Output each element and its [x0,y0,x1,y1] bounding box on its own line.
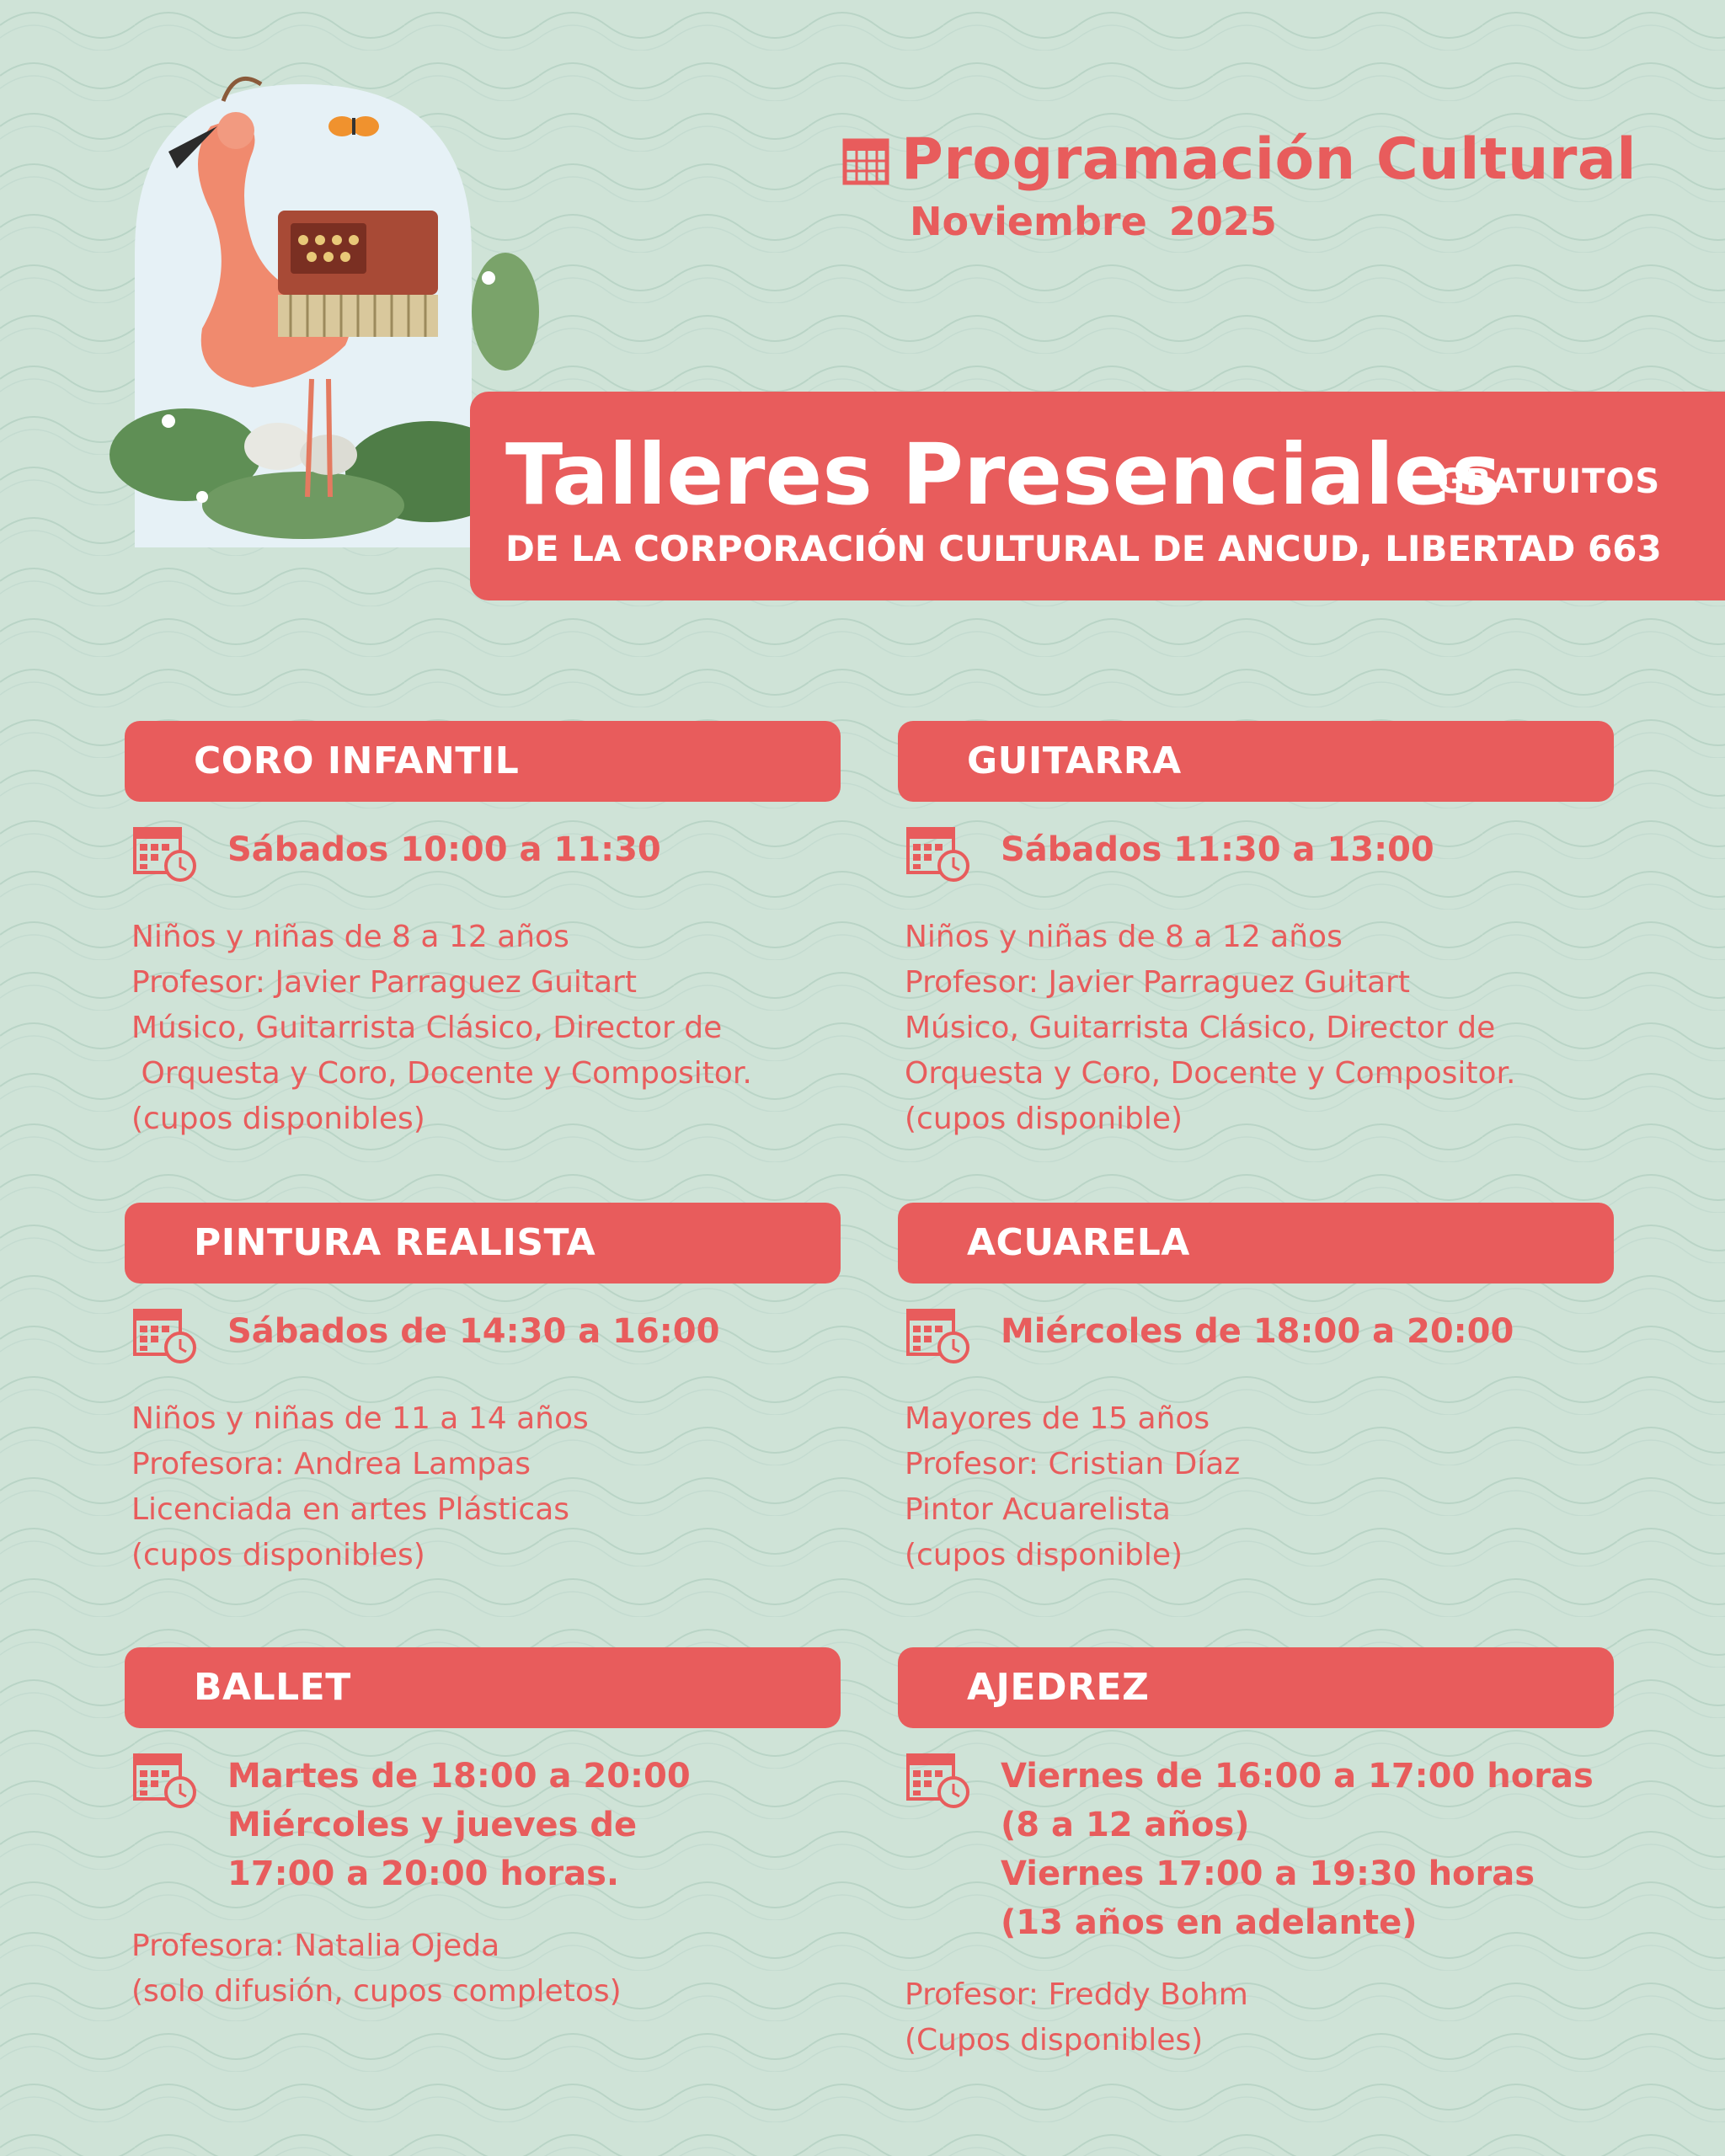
workshop-header [898,1203,1614,1283]
workshop-card [898,1647,1614,2063]
workshops-banner [470,392,1725,600]
workshop-name: GUITARRA [967,739,1182,782]
workshop-schedule [898,822,1614,889]
workshop-name: AJEDREZ [967,1666,1150,1709]
workshop-schedule [898,1304,1614,1371]
workshop-card [125,1203,841,1578]
info-line: Licenciada en artes Plásticas [131,1492,570,1527]
schedule-line: Viernes 17:00 a 19:30 horas [1001,1854,1535,1893]
info-line: Profesora: Andrea Lampas [131,1447,531,1481]
schedule-line: (8 a 12 años) [1001,1806,1250,1844]
workshop-header [898,1647,1614,1728]
workshop-card [125,721,841,1142]
workshop-header [125,1647,841,1728]
workshop-name: ACUARELA [967,1221,1190,1264]
program-subtitle: Noviembre 2025 [910,199,1277,244]
workshop-info [905,1972,1614,2063]
workshop-name: BALLET [194,1666,351,1709]
workshop-card [898,721,1614,1142]
program-title-text: Programación Cultural [901,126,1637,193]
info-line: Músico, Guitarrista Clásico, Director de [905,1011,1496,1045]
info-line: (cupos disponibles) [131,1538,425,1572]
info-line: Orquesta y Coro, Docente y Compositor. [131,1056,752,1091]
info-line: Profesor: Javier Parraguez Guitart [131,965,637,1000]
info-line: (cupos disponible) [905,1538,1183,1572]
workshop-schedule [125,1304,841,1371]
schedule-line: Viernes de 16:00 a 17:00 horas [1001,1757,1594,1796]
workshop-info [131,915,841,1142]
program-title [842,126,1637,193]
info-line: Niños y niñas de 8 a 12 años [905,920,1343,954]
workshop-schedule [125,822,841,889]
schedule-line: Miércoles de 18:00 a 20:00 [1001,1312,1514,1351]
banner-free-tag: GRATUITOS [1437,462,1661,501]
info-line: Profesor: Cristian Díaz [905,1447,1241,1481]
calendar-clock-icon [131,1748,199,1811]
info-line: (cupos disponible) [905,1102,1183,1136]
info-line: Niños y niñas de 8 a 12 años [131,920,569,954]
calendar-icon [842,134,889,186]
workshop-info [131,1924,841,2015]
schedule-line: Martes de 18:00 a 20:00 [227,1757,691,1796]
schedule-line: Sábados de 14:30 a 16:00 [227,1312,720,1351]
calendar-clock-icon [131,1304,199,1366]
workshop-name: PINTURA REALISTA [194,1221,596,1264]
info-line: Profesora: Natalia Ojeda [131,1929,500,1963]
workshop-header [125,1203,841,1283]
schedule-line: 17:00 a 20:00 horas. [227,1854,620,1893]
workshop-header [125,721,841,802]
info-line: Niños y niñas de 11 a 14 años [131,1401,589,1436]
workshop-info [905,915,1614,1142]
schedule-line: Sábados 11:30 a 13:00 [1001,830,1434,869]
workshop-header [898,721,1614,802]
info-line: (solo difusión, cupos completos) [131,1974,622,2009]
info-line: Músico, Guitarrista Clásico, Director de [131,1011,723,1045]
calendar-clock-icon [905,1748,972,1811]
schedule-line: (13 años en adelante) [1001,1903,1418,1942]
info-line: (cupos disponibles) [131,1102,425,1136]
workshop-card [125,1647,841,2015]
calendar-clock-icon [131,822,199,884]
calendar-clock-icon [905,1304,972,1366]
info-line: Orquesta y Coro, Docente y Compositor. [905,1056,1516,1091]
calendar-clock-icon [905,822,972,884]
info-line: (Cupos disponibles) [905,2023,1204,2057]
info-line: Profesor: Javier Parraguez Guitart [905,965,1410,1000]
banner-title: Talleres Presenciales [505,425,1502,524]
schedule-line: Sábados 10:00 a 11:30 [227,830,661,869]
workshop-schedule [898,1748,1614,1947]
banner-subtitle: DE LA CORPORACIÓN CULTURAL DE ANCUD, LIBERTAD 663 [505,528,1662,569]
workshop-info [905,1396,1614,1578]
schedule-line: Miércoles y jueves de [227,1806,638,1844]
info-line: Profesor: Freddy Bohm [905,1977,1248,2012]
workshop-name: CORO INFANTIL [194,739,520,782]
info-line: Pintor Acuarelista [905,1492,1171,1527]
workshop-card [898,1203,1614,1578]
workshop-schedule [125,1748,841,1898]
info-line: Mayores de 15 años [905,1401,1210,1436]
workshop-info [131,1396,841,1578]
